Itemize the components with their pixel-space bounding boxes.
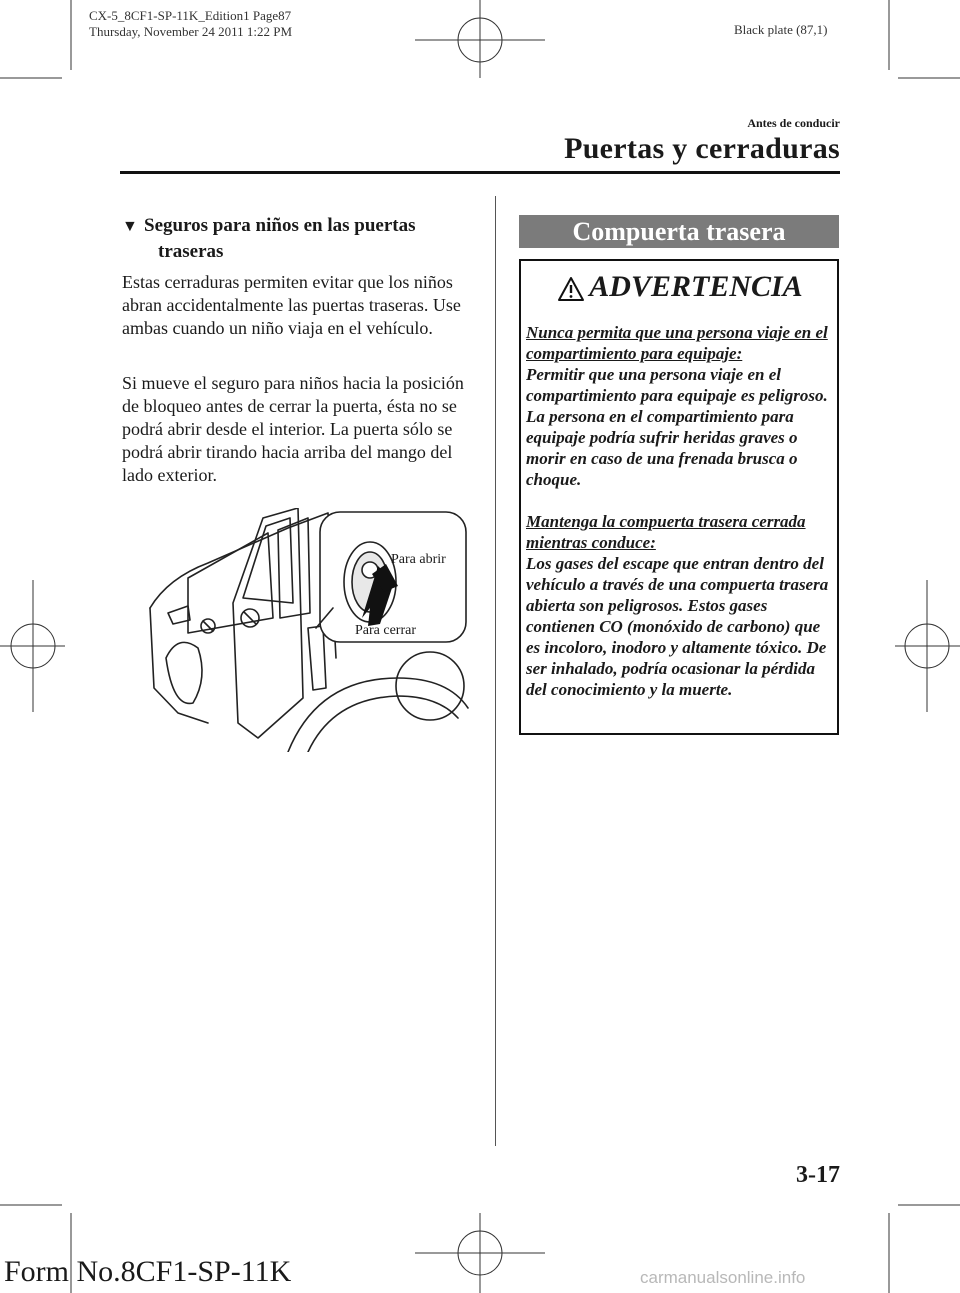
header-rule: [120, 171, 840, 174]
label-open: Para abrir: [391, 552, 446, 567]
page-number: 3-17: [796, 1162, 840, 1188]
down-triangle-icon: ▼: [122, 218, 138, 235]
subheading-line1: Seguros para niños en las puertas: [144, 215, 416, 236]
subheading-line2: traseras: [158, 241, 224, 262]
warning-item-2-body: Los gases del escape que entran dentro del vehículo a través de una compuerta trasera abierta son peligrosos. Estos gases contienen CO (monóxido de carbono) que es incoloro, inodoro y altamente tóxico. De ser inhalado, podría ocasionar la pérdida del conocimiento y la muerte.: [526, 554, 829, 699]
warning-triangle-icon: [557, 276, 585, 302]
warning-title: ADVERTENCIA: [589, 270, 803, 303]
watermark: carmanualsonline.info: [640, 1268, 806, 1287]
warning-item-1: [526, 322, 832, 490]
warning-item-2-heading: Mantenga la compuerta trasera cerrada mientras conduce:: [526, 512, 806, 552]
section-band: Compuerta trasera: [519, 215, 839, 248]
child-lock-illustration: [148, 508, 478, 752]
print-meta-line2: Thursday, November 24 2011 1:22 PM: [89, 24, 293, 39]
label-close: Para cerrar: [355, 623, 417, 638]
paragraph-2: Si mueve el seguro para niños hacia la posición de bloqueo antes de cerrar la puerta, ésta no se podrá abrir desde el interior. La puerta sólo se podrá abrir tirando hacia arriba del mango del lado exterior.: [122, 373, 464, 485]
warning-item-1-heading: Nunca permita que una persona viaje en el compartimiento para equipaje:: [526, 323, 828, 363]
warning-heading: [522, 270, 838, 304]
column-divider: [495, 196, 496, 1146]
print-meta-line1: CX-5_8CF1-SP-11K_Edition1 Page87: [89, 8, 292, 23]
print-metadata: [89, 8, 292, 40]
warning-item-1-body: Permitir que una persona viaje en el compartimiento para equipaje es peligroso. La persona en el compartimiento para equipaje podría sufrir heridas graves o morir en caso de una frenada brusca o choque.: [526, 365, 828, 489]
warning-item-2: [526, 511, 832, 700]
form-number: Form No.8CF1-SP-11K: [4, 1255, 292, 1288]
section-chapter: Antes de conducir: [747, 116, 840, 130]
paragraph-1: Estas cerraduras permiten evitar que los niños abran accidentalmente las puertas traseras. Use ambas cuando un niño viaja en el vehículo.: [122, 272, 461, 338]
section-title: Puertas y cerraduras: [564, 132, 840, 165]
subheading: [122, 213, 482, 264]
plate-label: Black plate (87,1): [734, 22, 828, 37]
